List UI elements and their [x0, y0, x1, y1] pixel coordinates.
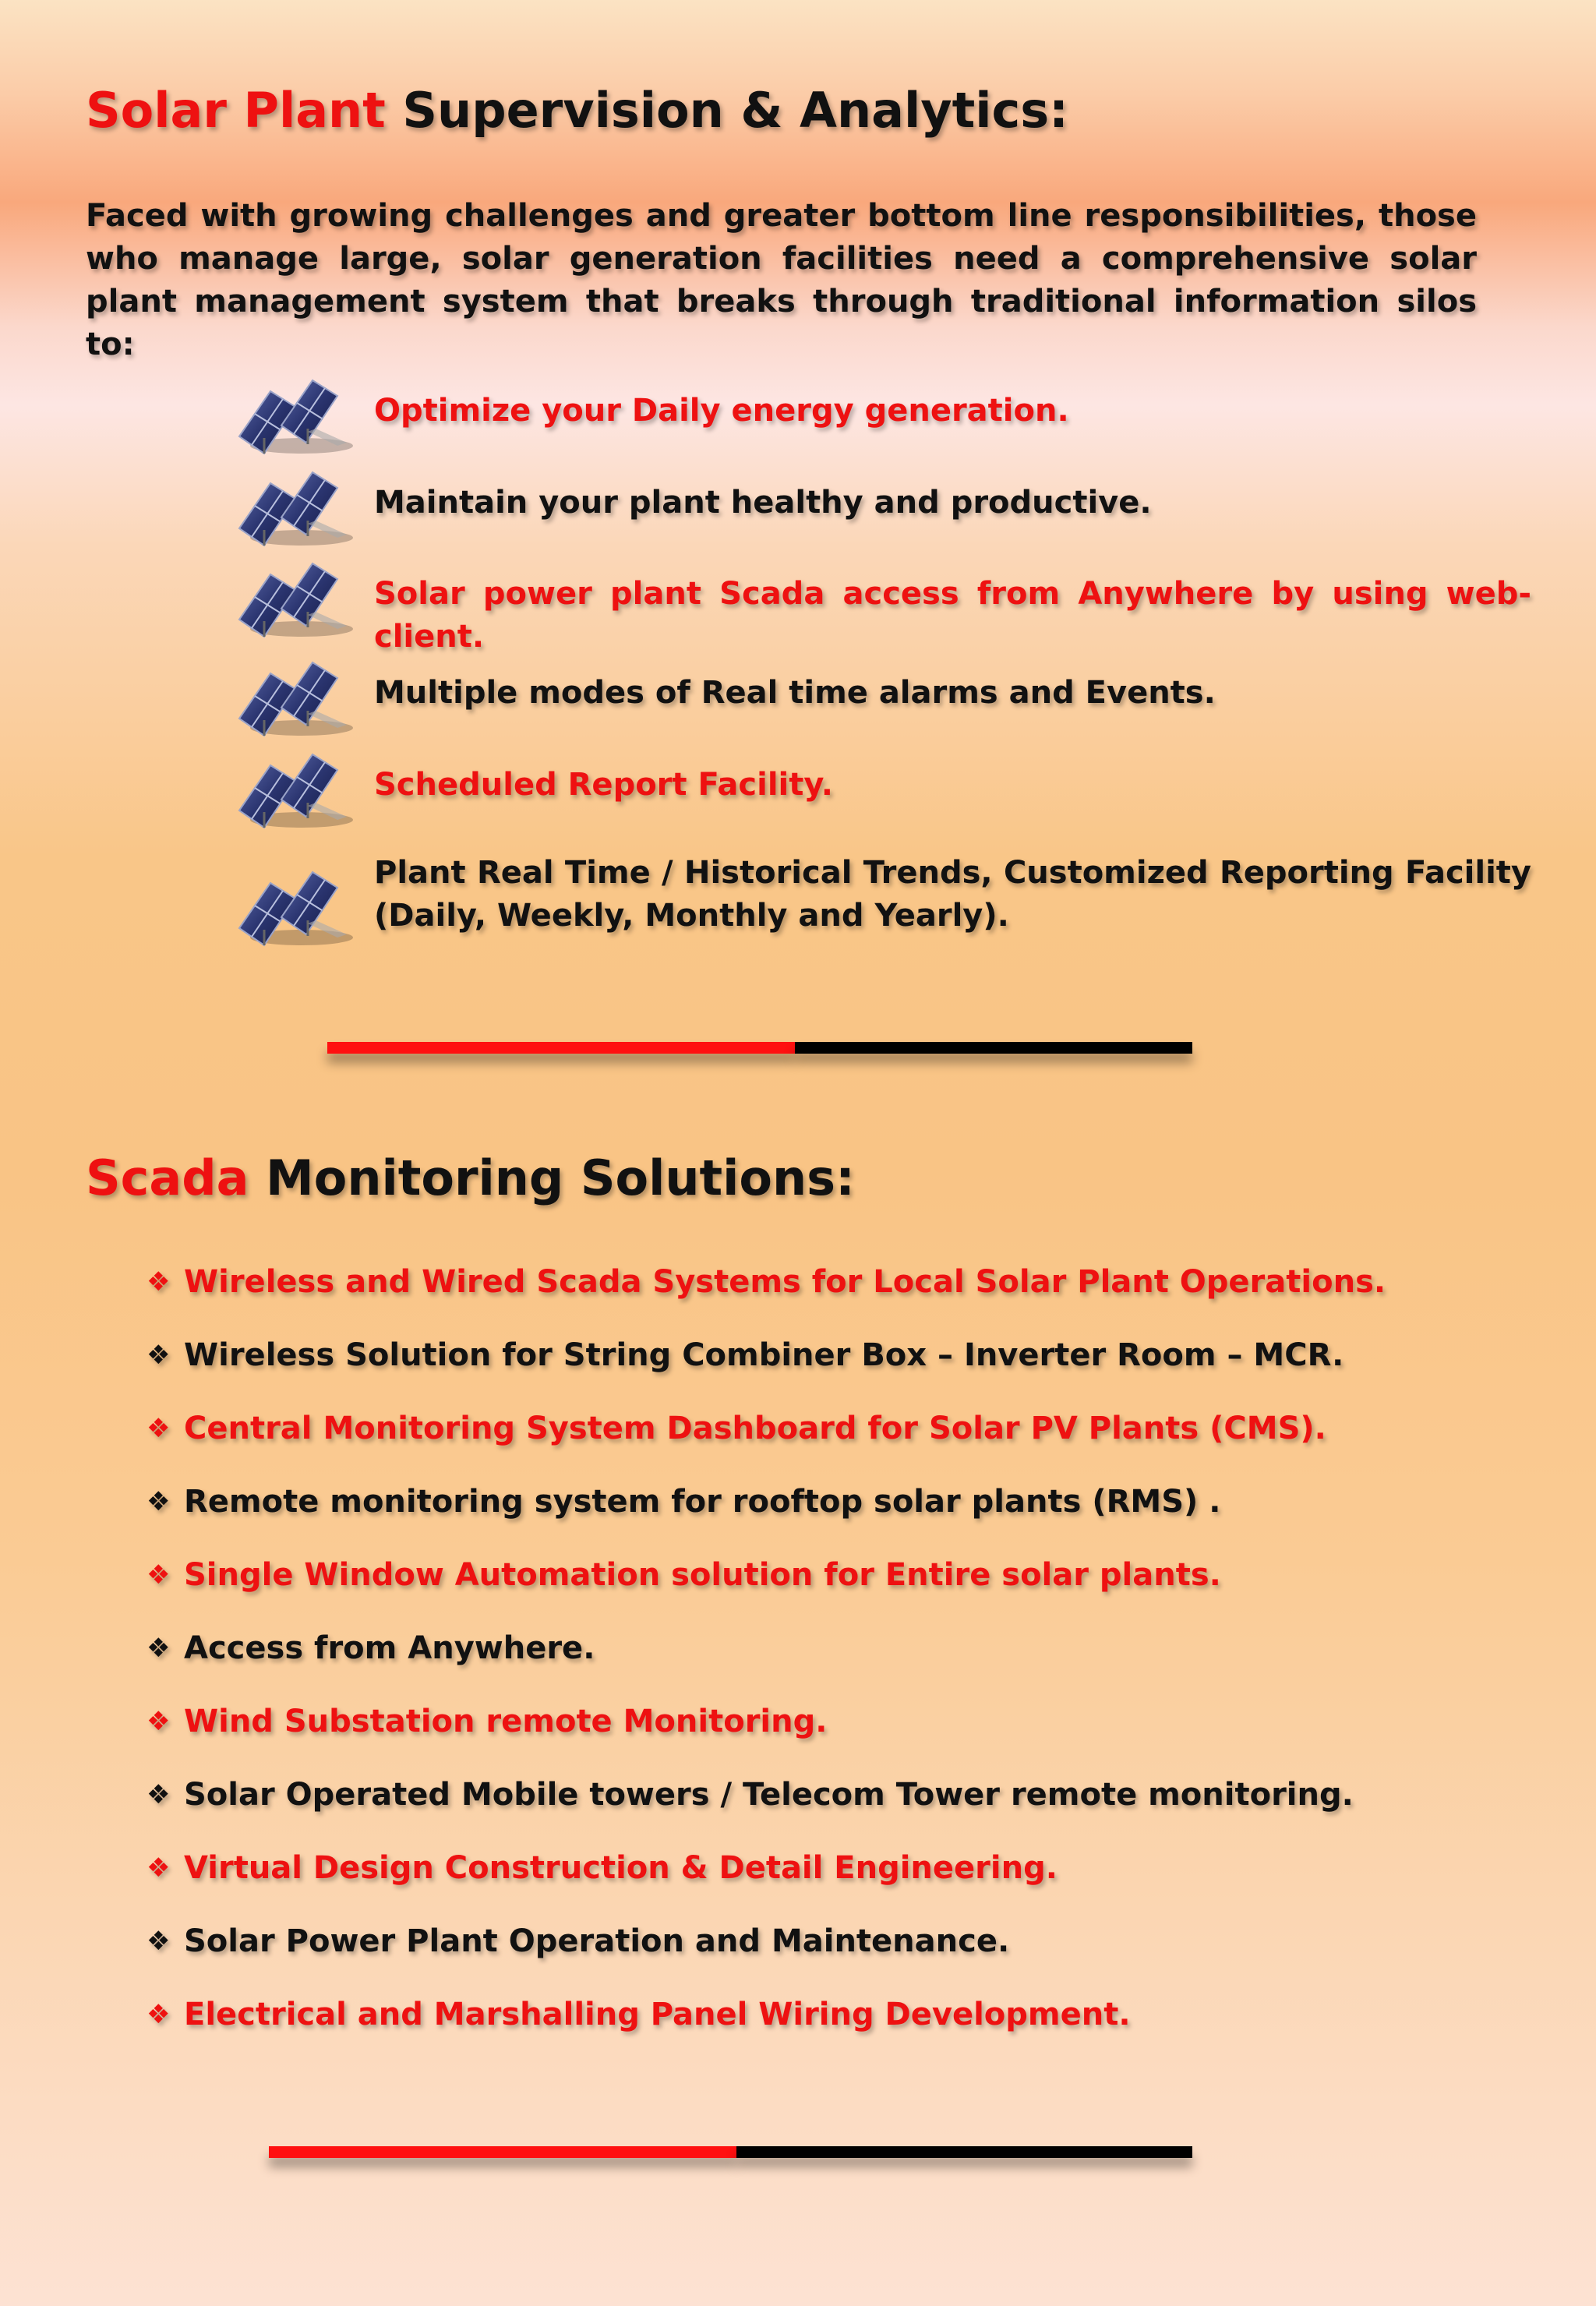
- list-item: [147, 1700, 827, 1743]
- list-item: [147, 1334, 1344, 1377]
- list-item-text: Central Monitoring System Dashboard for Solar PV Plants (CMS).: [184, 1411, 1326, 1446]
- feature-item: [230, 482, 1539, 575]
- section-title-supervision: [86, 82, 1068, 139]
- feature-text: Maintain your plant healthy and productive.: [374, 485, 1152, 521]
- feature-text: Scheduled Report Facility.: [374, 767, 833, 803]
- feature-item: [230, 852, 1539, 945]
- title-rest: Supervision & Analytics:: [385, 82, 1068, 139]
- list-item-text: Virtual Design Construction & Detail Engineering.: [184, 1850, 1058, 1886]
- solar-panel-icon: [230, 742, 355, 835]
- list-item: [147, 1627, 595, 1670]
- solar-panel-icon: [230, 551, 355, 644]
- list-item: [147, 1554, 1221, 1597]
- section-divider: [327, 1042, 1192, 1054]
- list-item-text: Solar Power Plant Operation and Maintenance.: [184, 1923, 1010, 1959]
- diamond-bullet-icon: ❖: [147, 1633, 171, 1664]
- section-divider: [269, 2146, 1192, 2158]
- title-highlight: Solar Plant: [86, 82, 386, 139]
- list-item: [147, 1261, 1386, 1304]
- diamond-bullet-icon: ❖: [147, 1926, 171, 1957]
- feature-item: [230, 764, 1539, 857]
- diamond-bullet-icon: ❖: [147, 1706, 171, 1737]
- feature-item: [230, 672, 1539, 765]
- title-highlight: Scada: [86, 1149, 249, 1206]
- list-item-text: Access from Anywhere.: [184, 1630, 595, 1666]
- diamond-bullet-icon: ❖: [147, 1486, 171, 1517]
- divider-red-segment: [269, 2146, 736, 2158]
- title-rest: Monitoring Solutions:: [249, 1149, 855, 1206]
- divider-red-segment: [327, 1042, 795, 1054]
- solar-panel-icon: [230, 650, 355, 743]
- diamond-bullet-icon: ❖: [147, 1413, 171, 1444]
- list-item: [147, 1481, 1220, 1524]
- list-item-text: Wireless Solution for String Combiner Box – Inverter Room – MCR.: [184, 1337, 1344, 1373]
- list-item: [147, 1774, 1354, 1817]
- diamond-bullet-icon: ❖: [147, 1266, 171, 1298]
- diamond-bullet-icon: ❖: [147, 1999, 171, 2030]
- intro-paragraph: Faced with growing challenges and greater bottom line responsibilities, those who manage large, solar generation facilities need a comprehensive solar plant management system that breaks through traditional information silos to:: [86, 198, 1477, 362]
- feature-text: Solar power plant Scada access from Anywhere by using web-client.: [374, 576, 1531, 655]
- solar-panel-icon: [230, 368, 355, 461]
- divider-black-segment: [736, 2146, 1192, 2158]
- list-item: [147, 1920, 1009, 1963]
- diamond-bullet-icon: ❖: [147, 1559, 171, 1591]
- list-item-text: Single Window Automation solution for Entire solar plants.: [184, 1557, 1221, 1593]
- diamond-bullet-icon: ❖: [147, 1852, 171, 1884]
- feature-item: [230, 390, 1539, 483]
- list-item-text: Wireless and Wired Scada Systems for Local Solar Plant Operations.: [184, 1264, 1386, 1300]
- diamond-bullet-icon: ❖: [147, 1779, 171, 1810]
- feature-item: [230, 573, 1539, 666]
- feature-text: Optimize your Daily energy generation.: [374, 393, 1069, 429]
- list-item-text: Electrical and Marshalling Panel Wiring Development.: [184, 1997, 1131, 2032]
- list-item: [147, 1993, 1131, 2036]
- feature-text: Plant Real Time / Historical Trends, Customized Reporting Facility (Daily, Weekly, Monthly and Yearly).: [374, 855, 1531, 934]
- feature-text: Multiple modes of Real time alarms and Events.: [374, 675, 1216, 711]
- list-item-text: Remote monitoring system for rooftop solar plants (RMS) .: [184, 1484, 1221, 1520]
- section-title-scada: [86, 1149, 855, 1206]
- list-item-text: Wind Substation remote Monitoring.: [184, 1704, 828, 1739]
- list-item-text: Solar Operated Mobile towers / Telecom Tower remote monitoring.: [184, 1777, 1354, 1813]
- list-item: [147, 1407, 1326, 1450]
- diamond-bullet-icon: ❖: [147, 1340, 171, 1371]
- divider-black-segment: [795, 1042, 1192, 1054]
- solar-panel-icon: [230, 460, 355, 553]
- solar-panel-icon: [230, 860, 355, 953]
- list-item: [147, 1847, 1058, 1890]
